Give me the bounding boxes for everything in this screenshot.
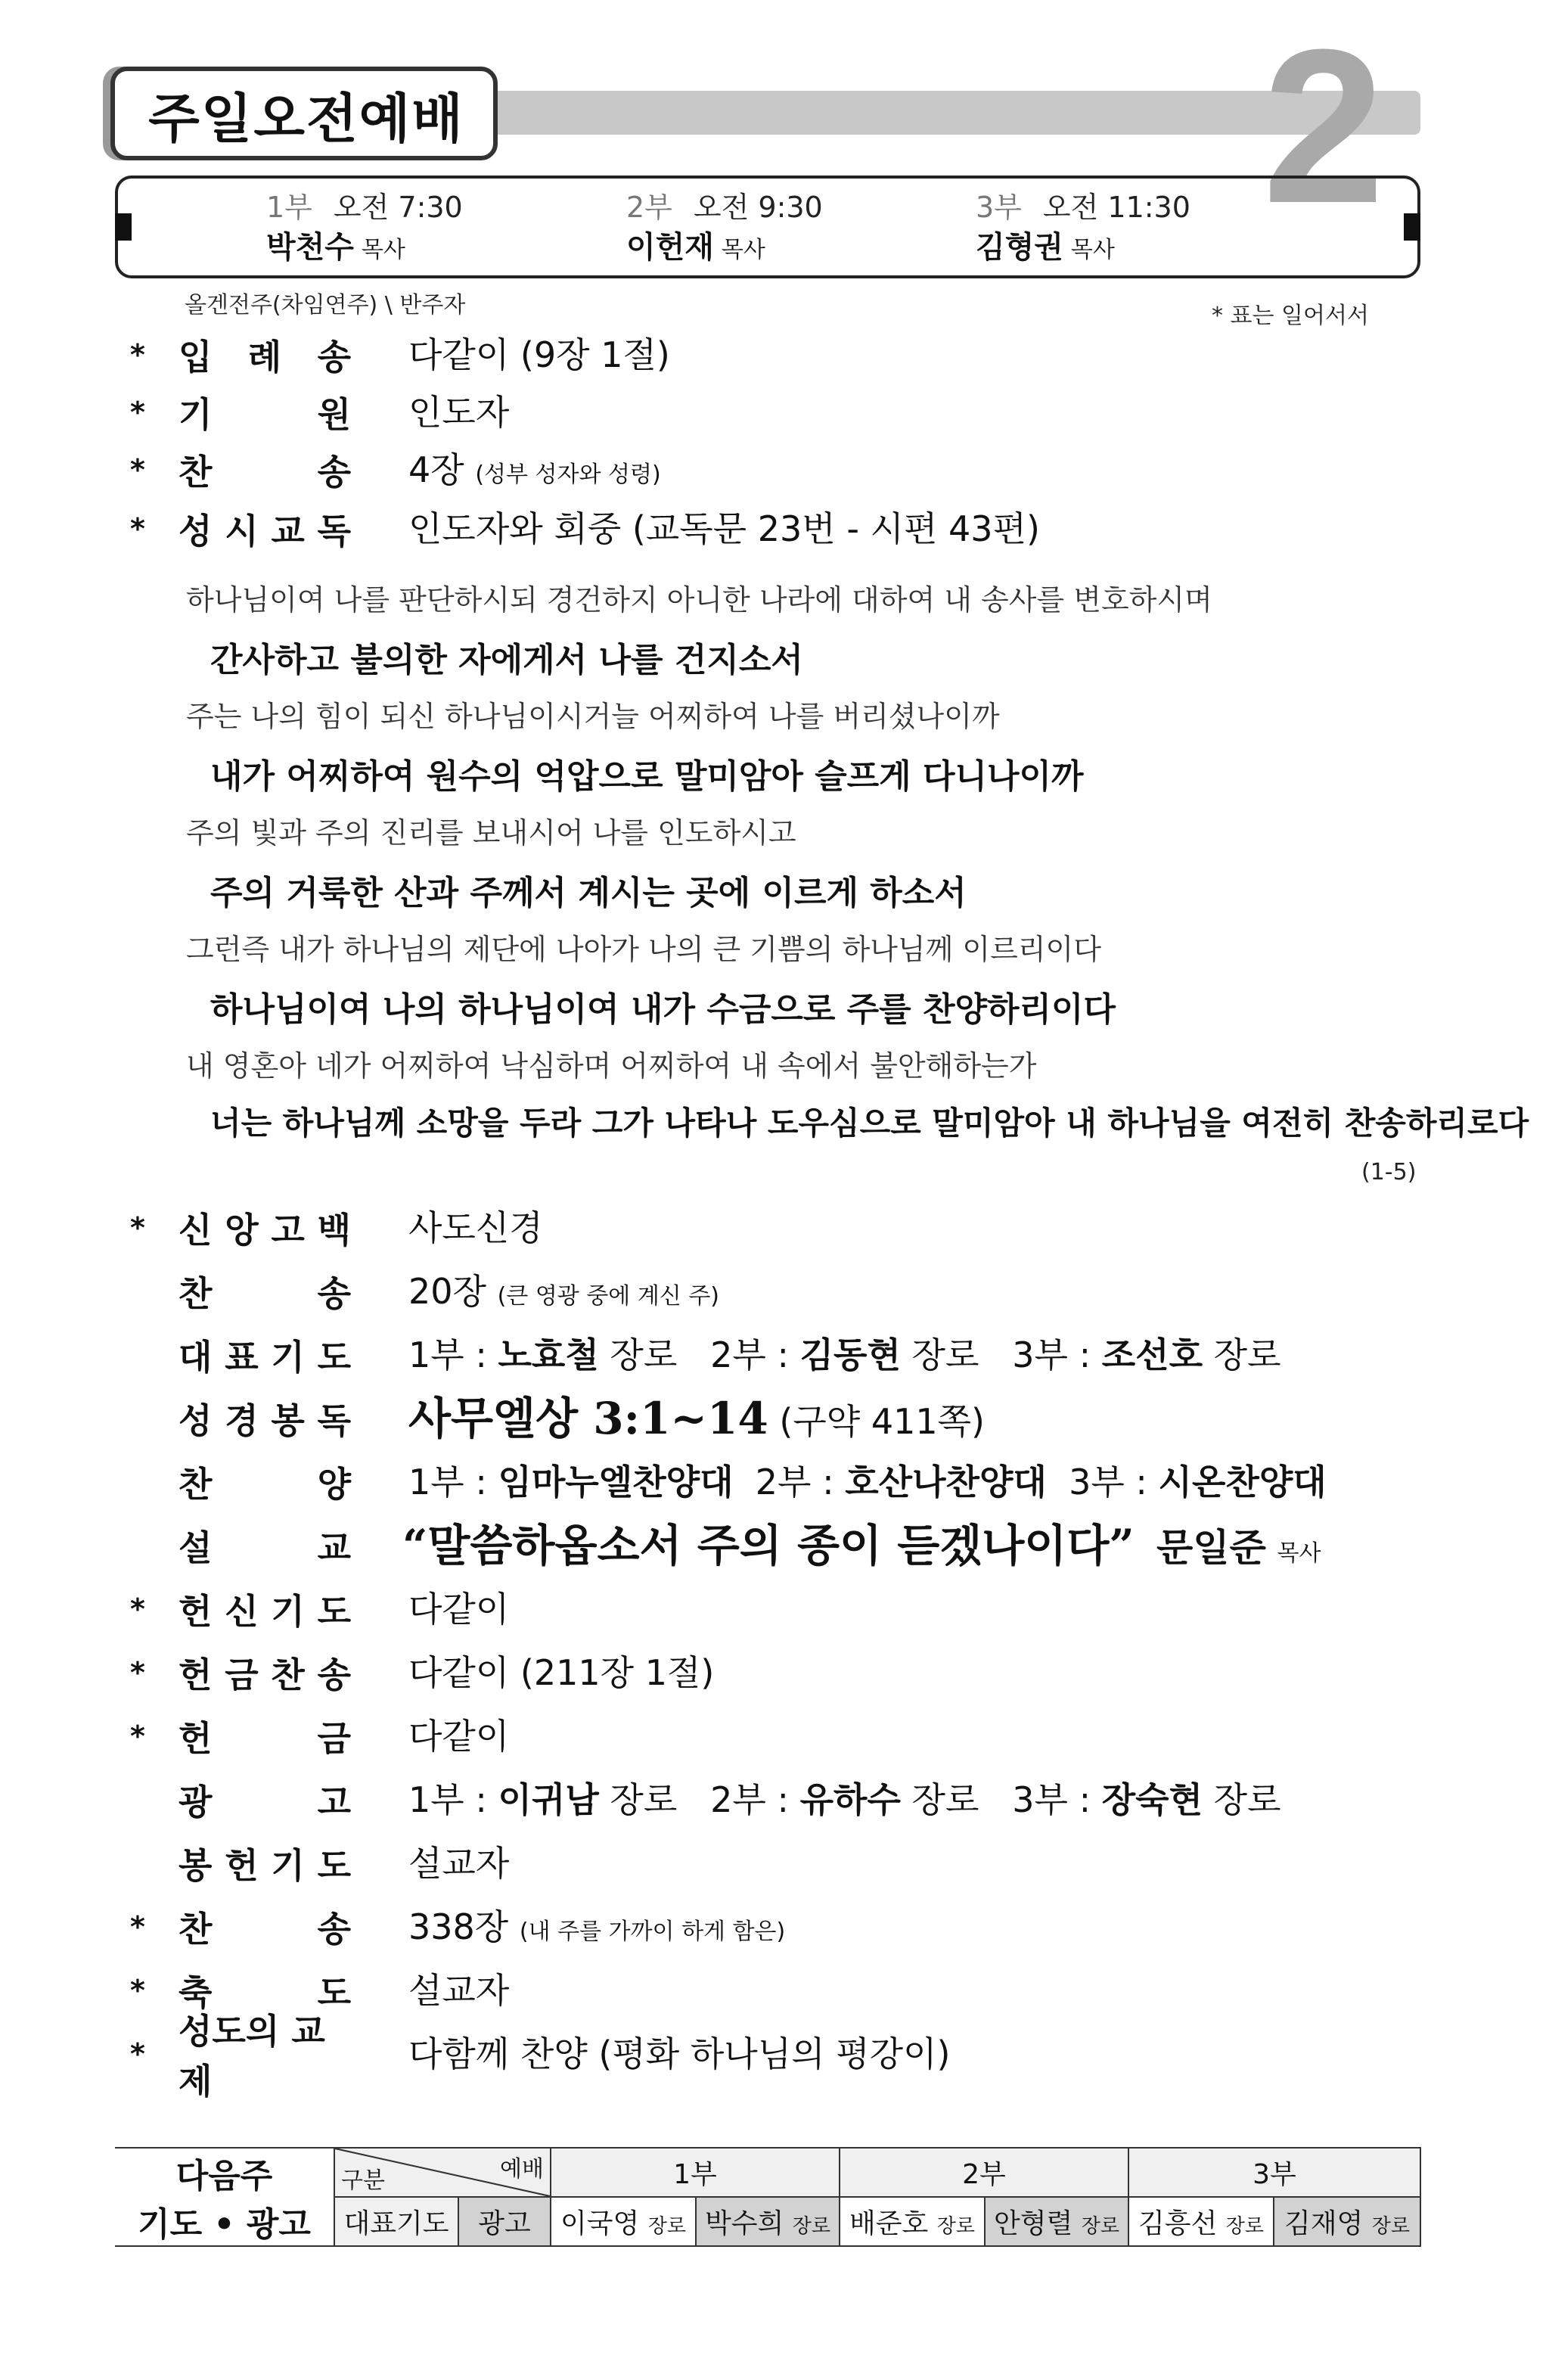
order-item-dedication-prayer bbox=[0, 1583, 1549, 1636]
standing-mark: * bbox=[130, 1656, 145, 1689]
standing-mark: * bbox=[130, 338, 145, 371]
item-label: 찬 송 bbox=[178, 452, 351, 492]
item-label: 성 시 교 독 bbox=[178, 511, 351, 552]
preacher-role: 목사 bbox=[721, 237, 765, 263]
service-3 bbox=[976, 188, 1190, 271]
item-value: 인도자와 회중 (교독문 23번 - 시편 43편) bbox=[408, 508, 1040, 549]
preacher-name: 김형권 bbox=[976, 230, 1063, 265]
item-label: 입 례 송 bbox=[178, 337, 351, 378]
reading-leader-line: 주는 나의 힘이 되신 하나님이시거늘 어찌하여 나를 버리셨나이까 bbox=[186, 700, 1000, 733]
standing-note: * 표는 일어서서 bbox=[1212, 303, 1369, 329]
service-part: 3부 bbox=[976, 191, 1022, 224]
item-value: 1부 : 이귀남 장로 2부 : 유하수 장로 3부 : 장숙현 장로 bbox=[408, 1779, 1281, 1820]
item-value: 다함께 찬양 (평화 하나님의 평강이) bbox=[408, 2034, 951, 2074]
scripture-passage: 사무엘상 3:1~14 bbox=[408, 1393, 768, 1444]
service-time: 오전 11:30 bbox=[1042, 191, 1190, 224]
item-label: 헌 금 bbox=[178, 1718, 351, 1759]
order-item-creed bbox=[0, 1201, 1549, 1254]
standing-mark: * bbox=[130, 1720, 145, 1753]
standing-mark: * bbox=[130, 1211, 145, 1244]
reading-people-line: 내가 어찌하여 원수의 억압으로 말미암아 슬프게 다니나이까 bbox=[210, 757, 1084, 796]
reading-leader-line: 주의 빛과 주의 진리를 보내시어 나를 인도하시고 bbox=[186, 816, 796, 850]
reading-people-line: 간사하고 불의한 자에게서 나를 건지소서 bbox=[210, 641, 803, 679]
order-item-invocation bbox=[0, 386, 1549, 439]
person-cell: 박수희 장로 bbox=[696, 2197, 840, 2246]
standing-mark: * bbox=[130, 1974, 145, 2007]
item-value: 4장 (성부 성자와 성령) bbox=[408, 449, 661, 490]
service-2 bbox=[626, 188, 823, 271]
item-label: 축 도 bbox=[178, 1972, 351, 2013]
person-cell: 김흥선 장로 bbox=[1128, 2197, 1274, 2246]
preacher-role: 목사 bbox=[361, 237, 405, 263]
item-value: 인도자 bbox=[408, 392, 510, 433]
item-label: 봉 헌 기 도 bbox=[178, 1845, 351, 1886]
item-value: 1부 : 임마누엘찬양대 2부 : 호산나찬양대 3부 : 시온찬양대 bbox=[408, 1462, 1327, 1502]
order-item-hymn bbox=[0, 443, 1549, 496]
item-value: 다같이 bbox=[408, 1716, 510, 1757]
item-value: 다같이 (9장 1절) bbox=[408, 334, 670, 375]
item-value: 설교자 bbox=[408, 1843, 510, 1884]
standing-mark: * bbox=[130, 512, 145, 545]
preacher-name: 이헌재 bbox=[626, 230, 714, 265]
next-week-table bbox=[115, 2147, 1421, 2247]
standing-mark: * bbox=[130, 453, 145, 486]
standing-mark: * bbox=[130, 2037, 145, 2071]
part-header: 2부 bbox=[840, 2148, 1128, 2197]
part-header: 1부 bbox=[551, 2148, 840, 2197]
service-part: 2부 bbox=[626, 191, 672, 224]
reading-people-line: 너는 하나님께 소망을 두라 그가 나타나 도우심으로 말미암아 내 하나님을 여전히 찬송하리로다 bbox=[210, 1105, 1529, 1142]
item-value: 사무엘상 3:1~14 (구약 411쪽) bbox=[408, 1393, 985, 1444]
item-label: 광 고 bbox=[178, 1782, 351, 1822]
box-right-marker bbox=[1404, 213, 1420, 241]
order-item-offertory-prayer bbox=[0, 1837, 1549, 1890]
item-label: 신 앙 고 백 bbox=[178, 1210, 351, 1251]
header-diagonal-cell bbox=[334, 2148, 551, 2197]
item-label: 대 표 기 도 bbox=[178, 1337, 351, 1378]
order-item-entrance-hymn bbox=[0, 328, 1549, 381]
standing-mark: * bbox=[130, 1910, 145, 1943]
item-value: 다같이 bbox=[408, 1589, 510, 1630]
item-label: 성 경 봉 독 bbox=[178, 1400, 351, 1441]
item-label: 찬 송 bbox=[178, 1273, 351, 1314]
service-part: 1부 bbox=[266, 191, 312, 224]
person-cell: 배준호 장로 bbox=[840, 2197, 985, 2246]
preacher-name: 박천수 bbox=[266, 230, 354, 265]
order-item-sermon bbox=[0, 1519, 1549, 1572]
box-left-marker bbox=[115, 213, 132, 241]
announce-column-label: 광고 bbox=[458, 2197, 551, 2246]
item-label: 헌 금 찬 송 bbox=[178, 1655, 351, 1695]
reading-reference: (1-5) bbox=[1361, 1159, 1417, 1185]
item-value: 338장 (내 주를 가까이 하게 함은) bbox=[408, 1906, 786, 1947]
part-header: 3부 bbox=[1128, 2148, 1420, 2197]
reading-leader-line: 그런즉 내가 하나님의 제단에 나아가 나의 큰 기쁨의 하나님께 이르리이다 bbox=[186, 933, 1101, 966]
person-cell: 이국영 장로 bbox=[551, 2197, 696, 2246]
service-time: 오전 7:30 bbox=[333, 191, 463, 224]
service-label: 예배 bbox=[500, 2156, 544, 2183]
item-label: 설 교 bbox=[178, 1527, 351, 1568]
item-value: 다같이 (211장 1절) bbox=[408, 1652, 715, 1693]
order-item-closing-hymn bbox=[0, 1900, 1549, 1953]
page-title: 주일오전예배 bbox=[148, 87, 464, 150]
prayer-column-label: 대표기도 bbox=[334, 2197, 458, 2246]
sermon-title: “말씀하옵소서 주의 종이 듣겠나이다” bbox=[402, 1520, 1135, 1571]
person-cell: 안형렬 장로 bbox=[985, 2197, 1128, 2246]
next-week-title: 다음주 기도 • 광고 bbox=[115, 2148, 334, 2246]
item-value: 1부 : 노효철 장로 2부 : 김동현 장로 3부 : 조선호 장로 bbox=[408, 1334, 1281, 1375]
standing-mark: * bbox=[130, 1592, 145, 1626]
standing-mark: * bbox=[130, 396, 145, 429]
order-item-announcements bbox=[0, 1773, 1549, 1826]
item-value: 설교자 bbox=[408, 1970, 510, 2011]
item-label: 기 원 bbox=[178, 394, 351, 435]
page-number: 2 bbox=[1262, 4, 1385, 249]
order-item-fellowship bbox=[0, 2011, 1549, 2102]
order-item-responsive-reading bbox=[0, 502, 1549, 555]
reading-leader-line: 내 영혼아 네가 어찌하여 낙심하며 어찌하여 내 속에서 불안해하는가 bbox=[186, 1049, 1037, 1083]
reading-people-line: 하나님이여 나의 하나님이여 내가 수금으로 주를 찬양하리이다 bbox=[210, 990, 1116, 1029]
order-item-offering bbox=[0, 1710, 1549, 1763]
order-item-offering-hymn bbox=[0, 1646, 1549, 1699]
order-item-representative-prayer bbox=[0, 1328, 1549, 1381]
reading-leader-line: 하나님이여 나를 판단하시되 경건하지 아니한 나라에 대하여 내 송사를 변호하시며 bbox=[186, 583, 1212, 617]
order-item-hymn bbox=[0, 1265, 1549, 1318]
reading-people-line: 주의 거룩한 산과 주께서 계시는 곳에 이르게 하소서 bbox=[210, 874, 967, 912]
preacher-role: 목사 bbox=[1070, 237, 1115, 263]
service-time: 오전 9:30 bbox=[693, 191, 823, 224]
order-item-scripture-reading bbox=[0, 1392, 1549, 1445]
item-value: 사도신경 bbox=[408, 1207, 543, 1248]
service-1 bbox=[266, 188, 463, 271]
sermon-preacher: 문일준 bbox=[1156, 1525, 1266, 1570]
person-cell: 김재영 장로 bbox=[1274, 2197, 1420, 2246]
item-value: 20장 (큰 영광 중에 계신 주) bbox=[408, 1271, 720, 1312]
item-label: 찬 양 bbox=[178, 1464, 351, 1505]
order-item-choir bbox=[0, 1456, 1549, 1508]
item-label: 찬 송 bbox=[178, 1909, 351, 1950]
category-label: 구분 bbox=[341, 2167, 385, 2194]
organ-prelude-note: 올겐전주(차임연주) \ 반주자 bbox=[185, 292, 466, 318]
item-label: 헌 신 기 도 bbox=[178, 1591, 351, 1632]
item-value: “말씀하옵소서 주의 종이 듣겠나이다” 문일준 목사 bbox=[402, 1520, 1321, 1571]
item-label: 성도의 교제 bbox=[178, 2011, 325, 2102]
